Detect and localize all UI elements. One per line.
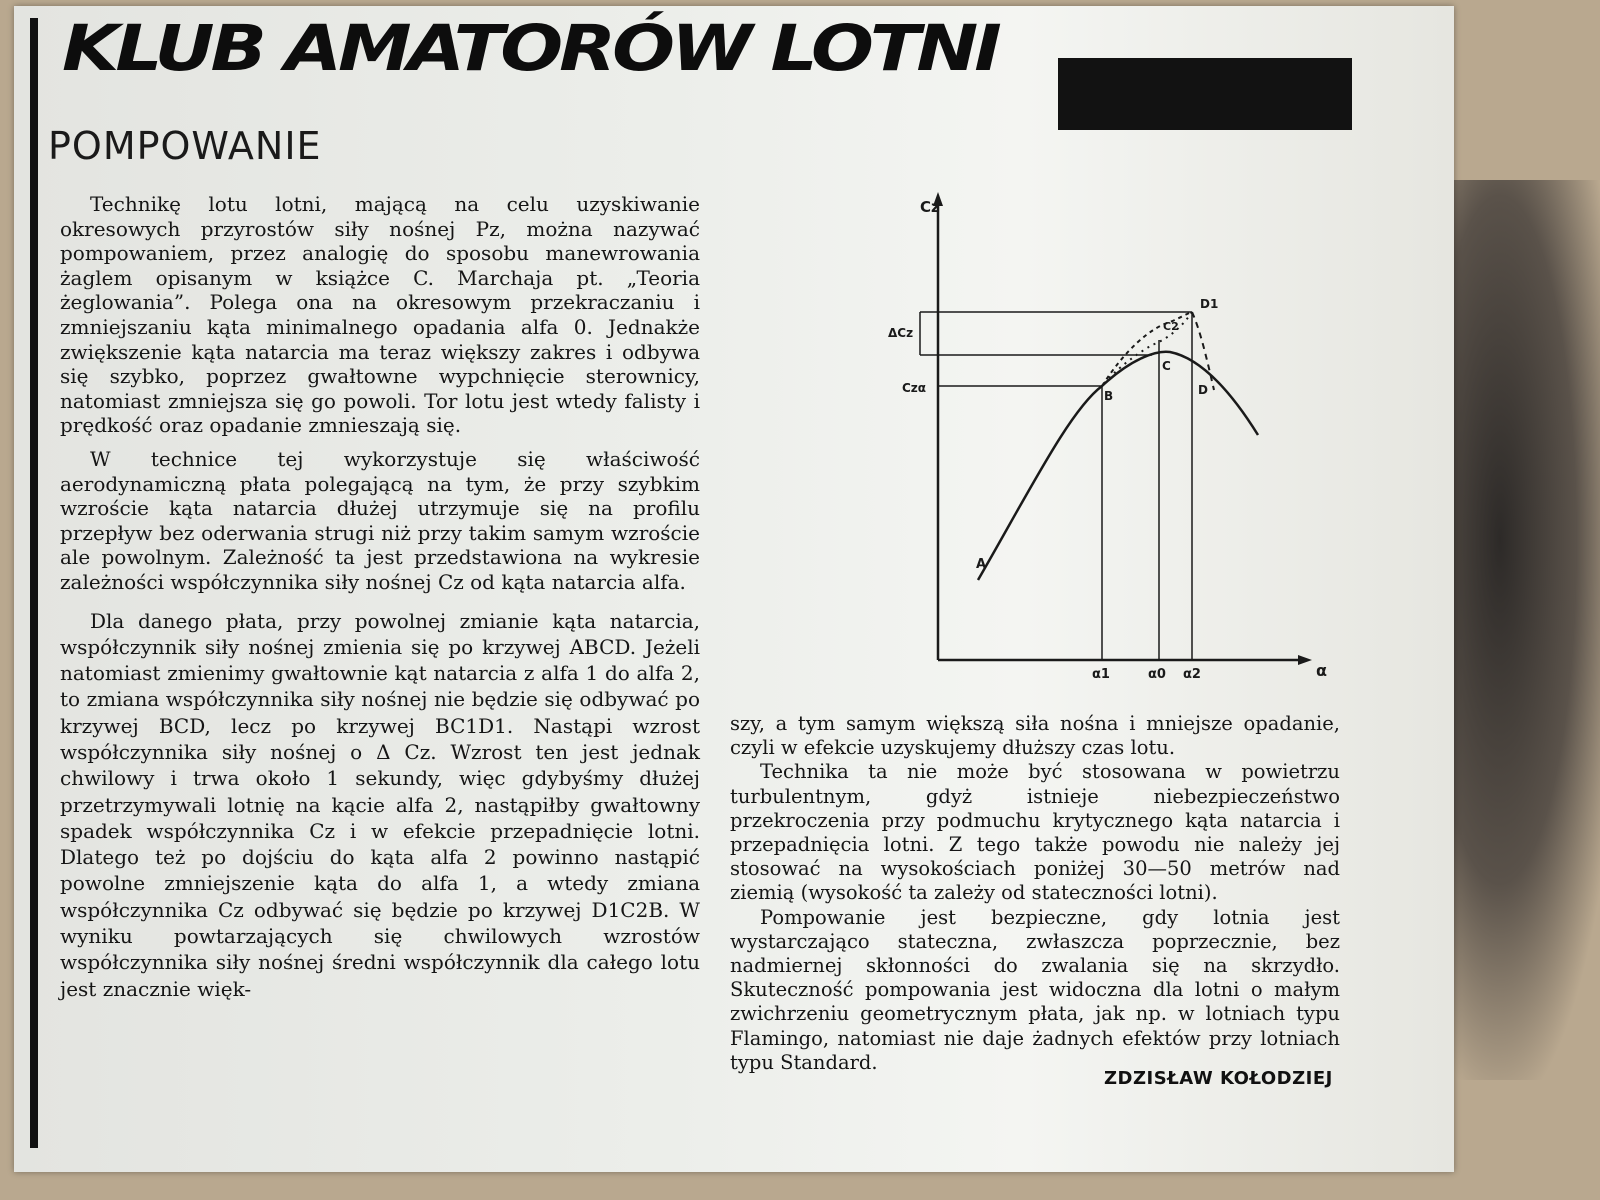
paragraph-1: Technikę lotu lotni, mającą na celu uzyskiwanie okresowych przyrostów siły nośnej Pz, można nazywać pompowaniem, przez analogię do sposobu manewrowania żaglem opisanym w książce C. Marchaja pt. „Teoria żeglowania”. Polega ona na okresowym przekraczaniu i zmniejszaniu kąta minimalnego opadania alfa 0. Jednakże zwiększenie kąta natarcia ma teraz większy zakres i odbywa się szybko, poprzez gwałtowne wypchnięcie sterownicy, natomiast zmniejsza się go powoli. Tor lotu jest wtedy falisty i prędkość oraz opadanie zmnieszają się. (60, 192, 700, 438)
tick-alpha1: α1 (1092, 667, 1110, 682)
point-c-label: C (1162, 359, 1171, 373)
delta-cz-label: ΔCz (888, 326, 914, 340)
point-a-label: A (976, 557, 987, 572)
article-column-right (730, 712, 1340, 1075)
paragraph-3: Dla danego płata, przy powolnej zmianie kąta natarcia, współczynnik siły nośnej zmienia się po krzywej ABCD. Jeżeli natomiast zmienimy gwałtownie kąt natarcia z alfa 1 do alfa 2, to zmiana współczynnika siły nośnej nie będzie się odbywać po krzywej BCD, lecz po krzywej BC1D1. Nastąpi wzrost współczynnika siły nośnej o Δ Cz. Wzrost ten jest jednak chwilowy i trwa około 1 sekundy, więc gdybyśmy dłużej przetrzymywali lotnię na kącie alfa 2, nastąpiłby gwałtowny spadek współczynnika Cz i w efekcie przepadnięcie lotni. Dlatego też po dojściu do kąta alfa 2 powinno nastąpić powolne zmniejszenie kąta do alfa 1, a wtedy zmiana współczynnika Cz odbywać się będzie po krzywej D1C2B. W wyniku powtarzających się chwilowych wzrostów współczynnika siły nośnej średni współczynnik dla całego lotu jest znacznie więk- (60, 608, 700, 1001)
x-axis-arrow (1298, 655, 1312, 665)
paragraph-5: Technika ta nie może być stosowana w powietrzu turbulentnym, gdyż istnieje niebezpieczeństwo przekroczenia przy podmuchu krytycznego kąta natarcia i przepadnięcia lotni. Z tego także powodu nie należy jej stosować na wysokościach poniżej 30—50 metrów nad ziemią (wysokość ta zależy od stateczności lotni). (730, 760, 1340, 905)
masthead-title: KLUB AMATORÓW LOTNI (62, 12, 998, 86)
left-border-rule (30, 18, 38, 1148)
tick-alpha0: α0 (1148, 667, 1166, 682)
article-column-left (60, 192, 700, 1002)
point-d-label: D (1198, 383, 1208, 397)
paragraph-2: W technice tej wykorzystuje się właściwość aerodynamiczną płata polegającą na tym, że przy szybkim wzroście kąta natarcia dłużej utrzymuje się na profilu przepływ bez oderwania strugi niż przy takim samym wzroście ale powolnym. Zależność ta jest przedstawiona na wykresie zależności współczynnika siły nośnej Cz od kąta natarcia alfa. (60, 446, 700, 594)
article-title: POMPOWANIE (48, 124, 322, 168)
x-axis-label: α (1316, 661, 1327, 680)
point-d1-label: D1 (1200, 297, 1219, 311)
tick-alpha2: α2 (1183, 667, 1201, 682)
masthead-bar (1058, 58, 1352, 130)
paragraph-6: Pompowanie jest bezpieczne, gdy lotnia jest wystarczająco stateczna, zwłaszcza poprzecznie, bez nadmiernej skłonności do zwalania się na skrzydło. Skuteczność pompowania jest widoczna dla lotni o małym zwichrzeniu geometrycznym płata, jak np. w lotniach typu Flamingo, natomiast nie daje żadnych efektów przy lotniach typu Standard. (730, 905, 1340, 1074)
point-b-label: B (1104, 389, 1114, 403)
stall-curve (1192, 312, 1214, 390)
cz-alpha-label: Czα (902, 381, 927, 395)
point-c2-label: C2 (1163, 320, 1179, 333)
paragraph-4: szy, a tym samym większą siła nośna i mniejsze opadanie, czyli w efekcie uzyskujemy dłuższy czas lotu. (730, 712, 1340, 760)
lift-coefficient-diagram (880, 190, 1340, 700)
author-signature: ZDZISŁAW KOŁODZIEJ (1104, 1068, 1333, 1089)
y-axis-label: Cz (920, 198, 940, 216)
